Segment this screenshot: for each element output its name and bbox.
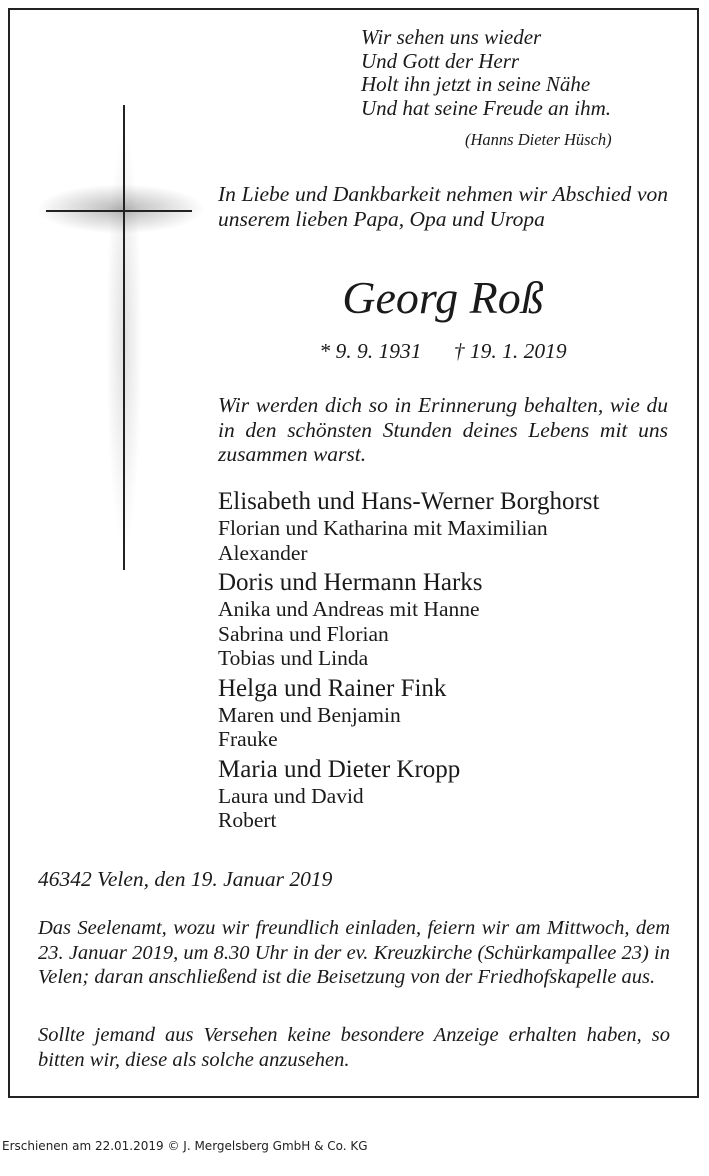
family-member: Laura und David — [218, 783, 364, 808]
poem-line: Und Gott der Herr — [361, 48, 520, 73]
birth-date: * 9. 9. 1931 — [319, 339, 422, 363]
memory-text: Wir werden dich so in Erinnerung behalten, wie du in den schönsten Stunden deines Lebens mit uns zusammen warst. — [218, 393, 668, 466]
intro-text: In Liebe und Dankbarkeit nehmen wir Abschied von unserem lieben Papa, Opa und Uropa — [218, 182, 668, 231]
families-list — [218, 487, 678, 836]
cross-icon — [123, 105, 125, 570]
family-head: Doris und Hermann Harks — [218, 569, 483, 596]
family-head: Helga und Rainer Fink — [218, 674, 447, 702]
family-member: Sabrina und Florian — [218, 621, 389, 646]
family-member: Alexander — [218, 540, 308, 565]
family-member: Frauke — [218, 727, 278, 751]
place-date: 46342 Velen, den 19. Januar 2019 — [38, 867, 333, 891]
poem — [361, 26, 671, 120]
poem-line: Wir sehen uns wieder — [361, 25, 542, 49]
poem-author: (Hanns Dieter Hüsch) — [465, 130, 612, 149]
poem-line: Holt ihn jetzt in seine Nähe — [361, 72, 591, 96]
family-member: Tobias und Linda — [218, 646, 369, 670]
family-group — [218, 674, 678, 752]
family-head: Maria und Dieter Kropp — [218, 755, 461, 783]
life-dates — [218, 338, 668, 364]
family-member: Anika und Andreas mit Hanne — [218, 597, 480, 621]
poem-line: Und hat seine Freude an ihm. — [361, 95, 612, 120]
family-group — [218, 755, 678, 833]
cross-icon-beam — [46, 210, 192, 212]
family-member: Florian und Katharina mit Maximilian — [218, 516, 548, 540]
family-member: Robert — [218, 808, 277, 832]
death-date: † 19. 1. 2019 — [453, 339, 567, 363]
family-group — [218, 568, 678, 671]
deceased-name: Georg Roß — [342, 272, 544, 323]
family-member: Maren und Benjamin — [218, 702, 401, 727]
notice-text: Sollte jemand aus Versehen keine besondere Anzeige erhalten haben, so bitten wir, diese als solche anzusehen. — [38, 1024, 670, 1071]
family-group — [218, 487, 678, 565]
publication-footer: Erschienen am 22.01.2019 © J. Mergelsberg GmbH & Co. KG — [2, 1139, 368, 1153]
family-head: Elisabeth und Hans-Werner Borghorst — [218, 488, 600, 515]
service-info: Das Seelenamt, wozu wir freundlich einladen, feiern wir am Mittwoch, dem 23. Januar 2019, um 8.30 Uhr in der ev. Kreuzkirche (Schürkampallee 23) in Velen; daran anschließend ist die Beisetzung von der Friedhofskapelle aus. — [38, 917, 670, 988]
